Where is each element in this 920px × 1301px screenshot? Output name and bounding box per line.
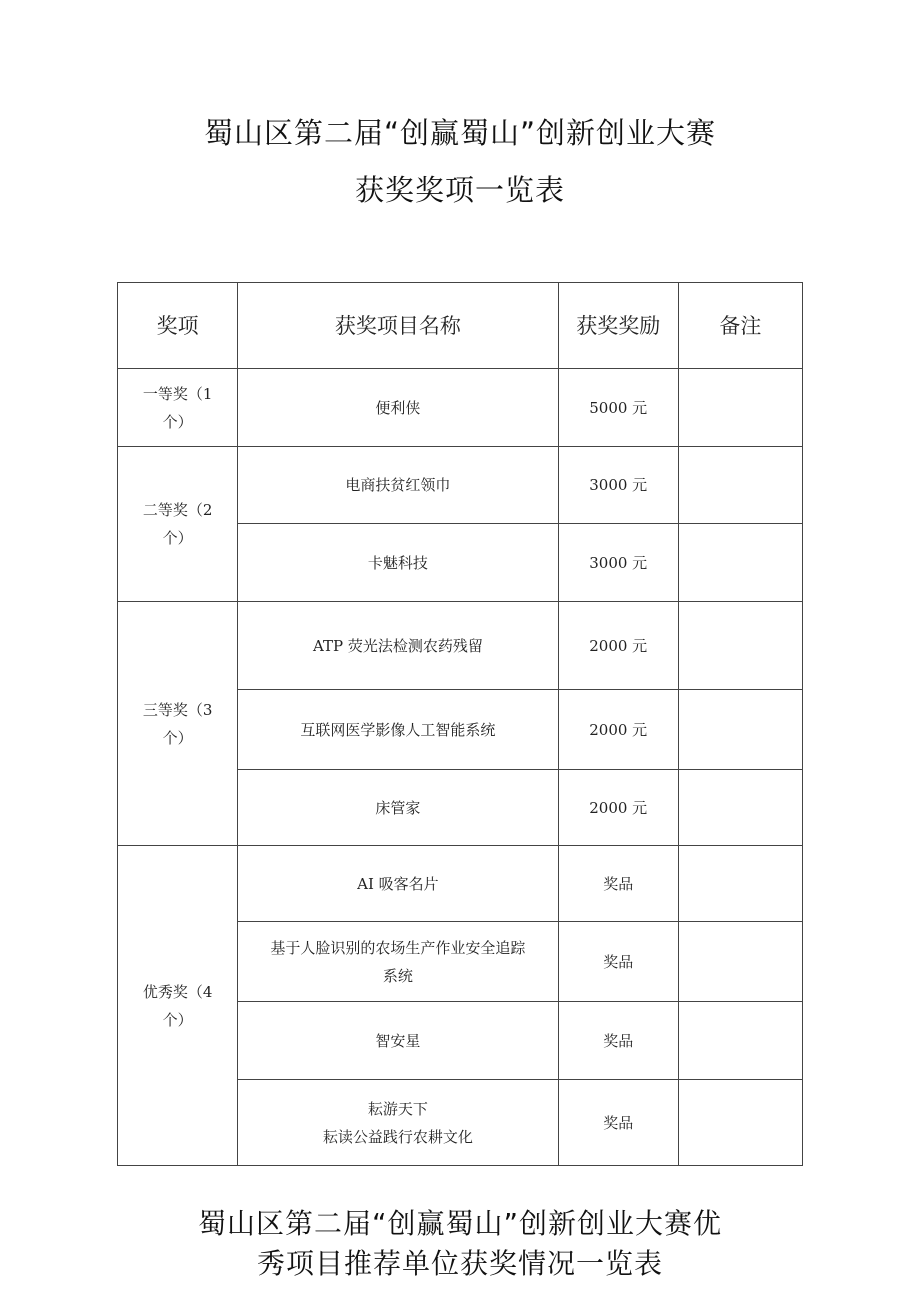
project-name-cell: 互联网医学影像人工智能系统 <box>238 690 558 770</box>
table-header-row <box>118 283 803 369</box>
note-cell <box>678 1002 802 1080</box>
footer-subtitle: 秀项目推荐单位获奖情况一览表 <box>256 1247 663 1280</box>
note-cell <box>678 770 802 846</box>
table-row <box>118 447 803 524</box>
project-name-cell: 耘游天下 耘读公益践行农耕文化 <box>238 1080 558 1166</box>
project-name-cell: AI 吸客名片 <box>238 846 558 922</box>
header-reward: 获奖奖励 <box>558 283 678 369</box>
note-cell <box>678 922 802 1002</box>
reward-cell: 2000 元 <box>558 690 678 770</box>
table-row <box>118 602 803 690</box>
page-title: 蜀山区第二届“创赢蜀山”创新创业大赛 <box>203 116 717 150</box>
table-row <box>118 846 803 922</box>
project-name-cell: 床管家 <box>238 770 558 846</box>
page-subtitle: 获奖奖项一览表 <box>354 173 565 207</box>
reward-cell: 2000 元 <box>558 770 678 846</box>
reward-cell: 3000 元 <box>558 524 678 602</box>
table-row <box>118 369 803 447</box>
project-name-cell: 基于人脸识别的农场生产作业安全追踪 系统 <box>238 922 558 1002</box>
header-note: 备注 <box>678 283 802 369</box>
award-level-cell: 优秀奖（4 个） <box>118 846 238 1166</box>
award-level-cell: 一等奖（1 个） <box>118 369 238 447</box>
reward-cell: 奖品 <box>558 922 678 1002</box>
reward-cell: 2000 元 <box>558 602 678 690</box>
project-name-cell: 卡魅科技 <box>238 524 558 602</box>
note-cell <box>678 846 802 922</box>
note-cell <box>678 602 802 690</box>
project-name-cell: 电商扶贫红领巾 <box>238 447 558 524</box>
header-project-name: 获奖项目名称 <box>238 283 558 369</box>
project-name-cell: 便利侠 <box>238 369 558 447</box>
reward-cell: 5000 元 <box>558 369 678 447</box>
note-cell <box>678 1080 802 1166</box>
reward-cell: 奖品 <box>558 1002 678 1080</box>
award-level-cell: 二等奖（2 个） <box>118 447 238 602</box>
reward-cell: 奖品 <box>558 1080 678 1166</box>
note-cell <box>678 369 802 447</box>
note-cell <box>678 524 802 602</box>
note-cell <box>678 690 802 770</box>
reward-cell: 奖品 <box>558 846 678 922</box>
project-name-cell: ATP 荧光法检测农药残留 <box>238 602 558 690</box>
awards-table <box>117 282 803 1166</box>
note-cell <box>678 447 802 524</box>
award-level-cell: 三等奖（3 个） <box>118 602 238 846</box>
project-name-cell: 智安星 <box>238 1002 558 1080</box>
header-award: 奖项 <box>118 283 238 369</box>
footer-title: 蜀山区第二届“创赢蜀山”创新创业大赛优 <box>197 1207 722 1240</box>
reward-cell: 3000 元 <box>558 447 678 524</box>
